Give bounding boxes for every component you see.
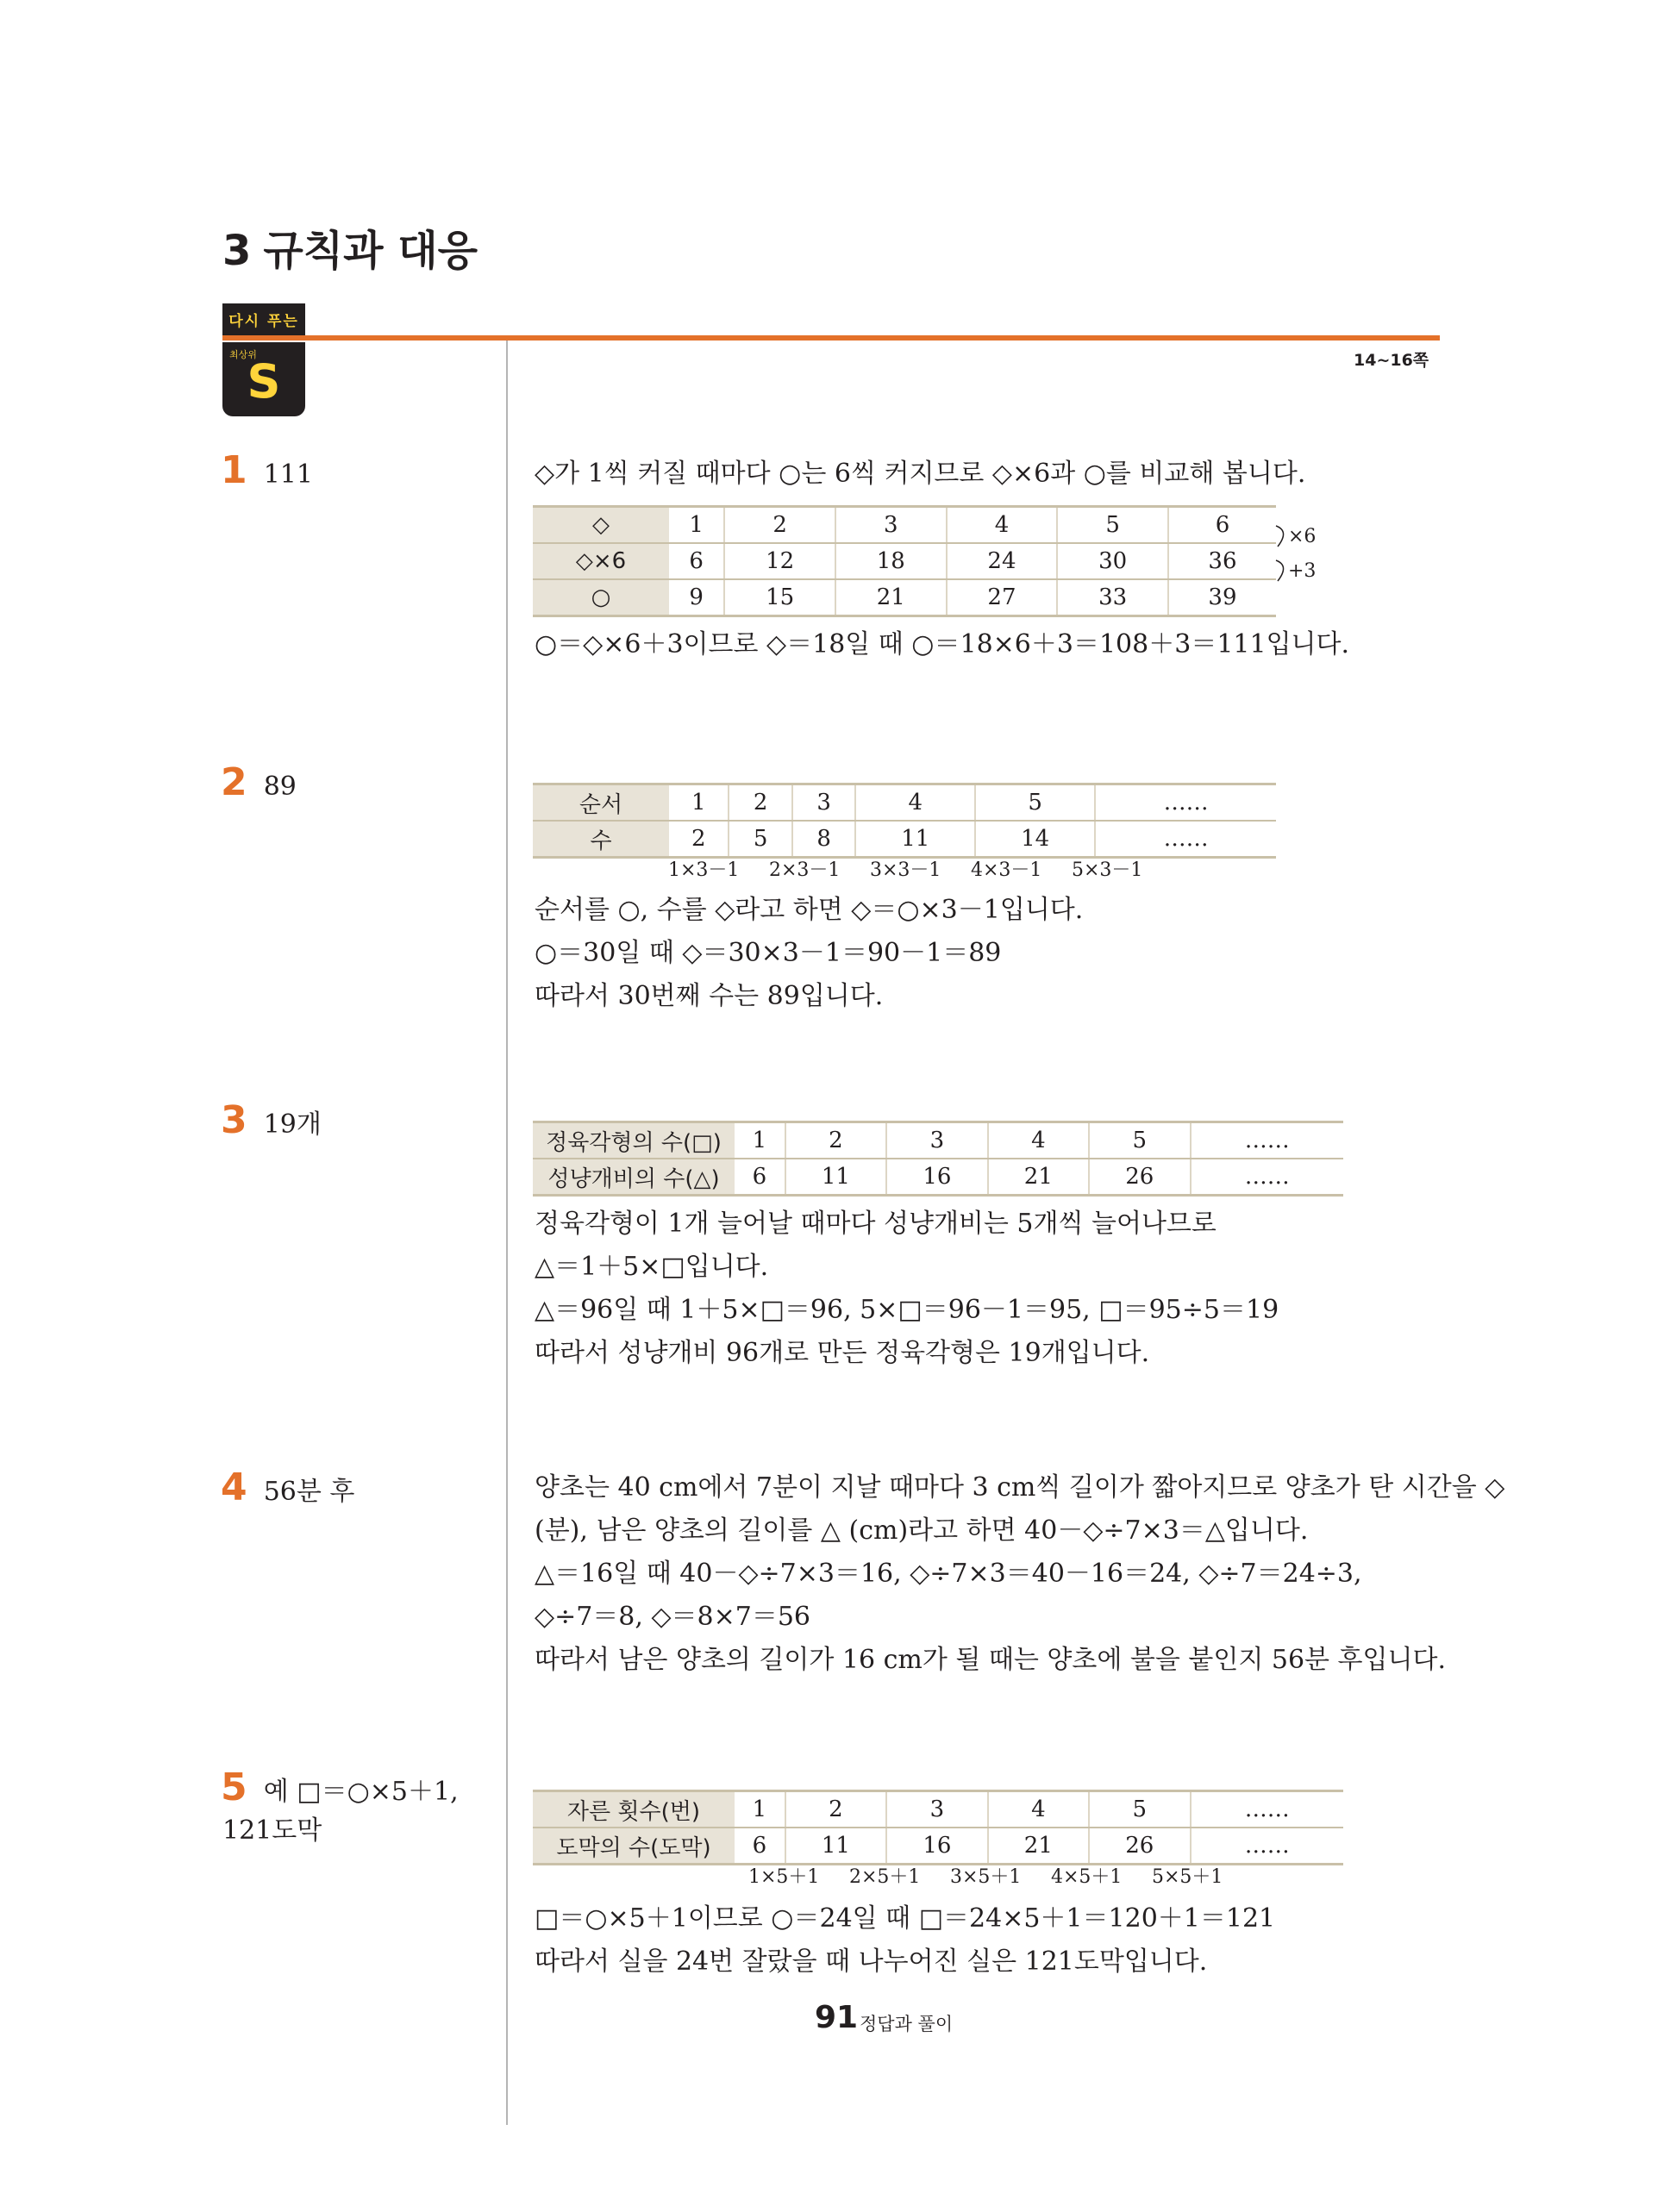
q2-note: 3×3－1 bbox=[870, 859, 941, 881]
q2-note: 2×3－1 bbox=[769, 859, 841, 881]
table-cell: 1 bbox=[735, 1122, 785, 1159]
question-number: 3 bbox=[221, 1098, 247, 1142]
table-cell: 4 bbox=[947, 507, 1058, 544]
table-cell: 1 bbox=[669, 784, 729, 822]
q3-line: 따라서 성냥개비 96개로 만든 정육각형은 19개입니다. bbox=[535, 1338, 1150, 1368]
table-row bbox=[533, 1159, 1343, 1196]
question-number: 4 bbox=[221, 1465, 247, 1509]
table-cell: 5 bbox=[1089, 1122, 1190, 1159]
table-cell: ○ bbox=[533, 579, 669, 616]
table-row bbox=[533, 821, 1276, 858]
table-cell: 2 bbox=[729, 784, 791, 822]
table-cell: 21 bbox=[835, 579, 947, 616]
table-cell: 11 bbox=[855, 821, 975, 858]
table-cell: 27 bbox=[947, 579, 1058, 616]
table-cell: 26 bbox=[1089, 1828, 1190, 1865]
badge-label: 다시 푸는 bbox=[222, 303, 305, 335]
table-cell: 수 bbox=[533, 821, 669, 858]
q5-line: 따라서 실을 24번 잘랐을 때 나누어진 실은 121도막입니다. bbox=[535, 1946, 1208, 1977]
q2-note: 5×3－1 bbox=[1072, 859, 1143, 881]
table-row bbox=[533, 784, 1276, 822]
table-cell: 4 bbox=[988, 1791, 1089, 1828]
table-cell: 18 bbox=[835, 543, 947, 579]
q1-side-note-times: ×6 bbox=[1288, 526, 1317, 547]
table-row bbox=[533, 507, 1276, 544]
q4-line: (분), 남은 양초의 길이를 △ (cm)라고 하면 40－◇÷7×3＝△입니다. bbox=[535, 1515, 1309, 1546]
question-5-heading bbox=[221, 1765, 459, 1809]
logo-small-text: 최상위 bbox=[229, 349, 257, 360]
table-cell: 성냥개비의 수(△) bbox=[533, 1159, 735, 1196]
table-cell: 5 bbox=[975, 784, 1095, 822]
chapter-number: 3 bbox=[222, 227, 252, 275]
q5-note: 1×5＋1 bbox=[748, 1866, 820, 1888]
q5-note: 3×5＋1 bbox=[950, 1866, 1022, 1888]
table-row bbox=[533, 1122, 1343, 1159]
q2-table bbox=[533, 783, 1276, 859]
table-cell: ◇×6 bbox=[533, 543, 669, 579]
table-cell: 36 bbox=[1168, 543, 1276, 579]
question-answer: 19개 bbox=[263, 1109, 322, 1140]
table-cell: 30 bbox=[1057, 543, 1168, 579]
table-cell: …… bbox=[1095, 821, 1276, 858]
table-cell: 8 bbox=[792, 821, 855, 858]
q5-note: 4×5＋1 bbox=[1051, 1866, 1123, 1888]
table-cell: 자른 횟수(번) bbox=[533, 1791, 735, 1828]
table-cell: 6 bbox=[735, 1159, 785, 1196]
table-cell: 14 bbox=[975, 821, 1095, 858]
q2-line: 따라서 30번째 수는 89입니다. bbox=[535, 981, 884, 1011]
table-cell: 4 bbox=[855, 784, 975, 822]
q2-note: 4×3－1 bbox=[971, 859, 1042, 881]
question-2-heading bbox=[221, 760, 297, 804]
table-cell: 33 bbox=[1057, 579, 1168, 616]
table-cell: 21 bbox=[988, 1159, 1089, 1196]
q1-table bbox=[533, 505, 1276, 617]
table-cell: 16 bbox=[886, 1828, 987, 1865]
table-cell: …… bbox=[1191, 1828, 1343, 1865]
question-3-heading bbox=[221, 1098, 322, 1142]
q5-note: 2×5＋1 bbox=[849, 1866, 921, 1888]
page-range: 14~16쪽 bbox=[1354, 351, 1429, 370]
question-answer: 예 □＝○×5＋1, bbox=[263, 1777, 459, 1807]
q1-side-note-plus: +3 bbox=[1288, 560, 1317, 582]
q1-intro: ◇가 1씩 커질 때마다 ○는 6씩 커지므로 ◇×6과 ○를 비교해 봅니다. bbox=[535, 459, 1306, 489]
table-cell: 6 bbox=[735, 1828, 785, 1865]
question-answer-continued: 121도막 bbox=[222, 1815, 322, 1846]
chapter-title bbox=[222, 217, 478, 277]
table-cell: 2 bbox=[785, 1791, 886, 1828]
q4-line: 따라서 남은 양초의 길이가 16 cm가 될 때는 양초에 불을 붙인지 56분 후입니다. bbox=[535, 1645, 1447, 1675]
table-cell: 24 bbox=[947, 543, 1058, 579]
question-number: 1 bbox=[221, 448, 247, 492]
column-divider bbox=[506, 341, 508, 2125]
table-cell: 9 bbox=[669, 579, 724, 616]
table-cell: 3 bbox=[886, 1122, 987, 1159]
q3-line: △＝1＋5×□입니다. bbox=[535, 1252, 769, 1282]
table-cell: 3 bbox=[886, 1791, 987, 1828]
table-cell: 2 bbox=[785, 1122, 886, 1159]
series-logo bbox=[222, 342, 305, 416]
table-row bbox=[533, 543, 1276, 579]
q2-line: 순서를 ○, 수를 ◇라고 하면 ◇＝○×3－1입니다. bbox=[535, 895, 1084, 925]
logo-letter: S bbox=[247, 354, 281, 409]
q5-note: 5×5＋1 bbox=[1152, 1866, 1223, 1888]
table-row bbox=[533, 1828, 1343, 1865]
q1-conclusion: ○＝◇×6＋3이므로 ◇＝18일 때 ○＝18×6＋3＝108＋3＝111입니다. bbox=[535, 629, 1350, 659]
table-cell: 4 bbox=[988, 1122, 1089, 1159]
table-cell: 3 bbox=[835, 507, 947, 544]
footer-label: 정답과 풀이 bbox=[860, 2014, 954, 2034]
table-cell: 도막의 수(도막) bbox=[533, 1828, 735, 1865]
table-cell: 6 bbox=[1168, 507, 1276, 544]
q3-line: △＝96일 때 1＋5×□＝96, 5×□＝96－1＝95, □＝95÷5＝19 bbox=[535, 1295, 1279, 1325]
question-answer: 56분 후 bbox=[263, 1477, 355, 1507]
table-cell: 3 bbox=[792, 784, 855, 822]
q2-note: 1×3－1 bbox=[668, 859, 740, 881]
table-cell: 12 bbox=[724, 543, 835, 579]
table-cell: 16 bbox=[886, 1159, 987, 1196]
question-number: 5 bbox=[221, 1765, 247, 1809]
question-4-heading bbox=[221, 1465, 354, 1509]
question-answer: 89 bbox=[263, 772, 297, 802]
table-cell: 2 bbox=[724, 507, 835, 544]
table-cell: 1 bbox=[669, 507, 724, 544]
q3-table bbox=[533, 1121, 1343, 1197]
table-row bbox=[533, 1791, 1343, 1828]
table-cell: 5 bbox=[1057, 507, 1168, 544]
q4-line: ◇÷7＝8, ◇＝8×7＝56 bbox=[535, 1602, 811, 1632]
table-cell: 순서 bbox=[533, 784, 669, 822]
page-number: 91 bbox=[815, 2000, 859, 2035]
table-cell: …… bbox=[1191, 1791, 1343, 1828]
table-cell: 1 bbox=[735, 1791, 785, 1828]
q2-line: ○＝30일 때 ◇＝30×3－1＝90－1＝89 bbox=[535, 938, 1002, 968]
q4-line: △＝16일 때 40－◇÷7×3＝16, ◇÷7×3＝40－16＝24, ◇÷7＝24÷3, bbox=[535, 1559, 1362, 1589]
table-cell: ◇ bbox=[533, 507, 669, 544]
table-row bbox=[533, 579, 1276, 616]
q5-line: □＝○×5＋1이므로 ○＝24일 때 □＝24×5＋1＝120＋1＝121 bbox=[535, 1903, 1276, 1934]
question-answer: 111 bbox=[263, 459, 313, 490]
q4-line: 양초는 40 cm에서 7분이 지날 때마다 3 cm씩 길이가 짧아지므로 양초가 탄 시간을 ◇ bbox=[535, 1472, 1505, 1503]
table-cell: …… bbox=[1095, 784, 1276, 822]
table-cell: 5 bbox=[1089, 1791, 1190, 1828]
table-cell: 11 bbox=[785, 1828, 886, 1865]
table-cell: 21 bbox=[988, 1828, 1089, 1865]
table-cell: 6 bbox=[669, 543, 724, 579]
table-cell: …… bbox=[1191, 1122, 1343, 1159]
table-cell: 5 bbox=[729, 821, 791, 858]
table-cell: 2 bbox=[669, 821, 729, 858]
header-rule bbox=[222, 335, 1440, 341]
chapter-title-text: 규칙과 대응 bbox=[263, 227, 478, 275]
table-cell: 39 bbox=[1168, 579, 1276, 616]
q3-line: 정육각형이 1개 늘어날 때마다 성냥개비는 5개씩 늘어나므로 bbox=[535, 1209, 1217, 1239]
question-1-heading bbox=[221, 448, 313, 492]
table-cell: 26 bbox=[1089, 1159, 1190, 1196]
q5-table bbox=[533, 1790, 1343, 1865]
table-cell: 11 bbox=[785, 1159, 886, 1196]
table-cell: …… bbox=[1191, 1159, 1343, 1196]
table-cell: 정육각형의 수(□) bbox=[533, 1122, 735, 1159]
question-number: 2 bbox=[221, 760, 247, 804]
table-cell: 15 bbox=[724, 579, 835, 616]
